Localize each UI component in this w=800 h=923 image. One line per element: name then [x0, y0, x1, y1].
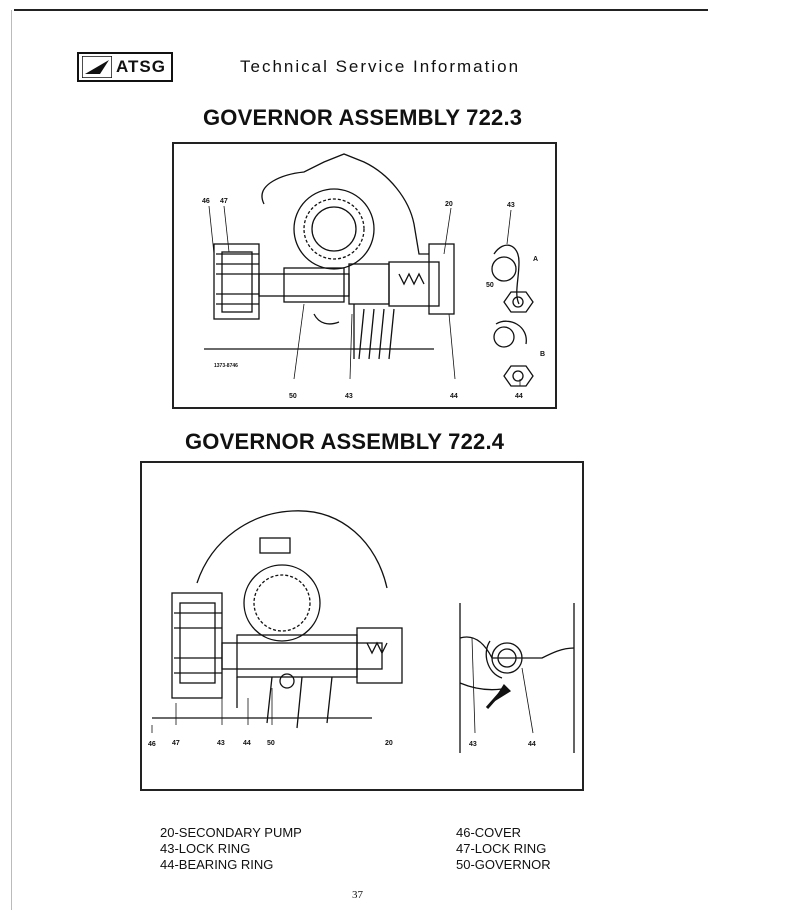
fig2-label-43: 43	[217, 740, 225, 747]
fig1-label-20: 20	[445, 201, 453, 208]
legend-item: 20-SECONDARY PUMP	[160, 825, 302, 840]
fig1-label-50: 50	[289, 393, 297, 400]
fig2-label-44-right: 44	[528, 741, 536, 748]
figure1-diagram	[172, 142, 557, 409]
legend-item: 46-COVER	[456, 825, 522, 840]
atsg-logo	[77, 52, 173, 82]
figure1-title: GOVERNOR ASSEMBLY 722.3	[203, 105, 523, 130]
fig1-label-43-top: 43	[507, 202, 515, 209]
figure2-diagram	[140, 461, 584, 791]
fig1-label-47: 47	[220, 198, 228, 205]
fig1-label-43: 43	[345, 393, 353, 400]
legend-right	[456, 825, 551, 873]
fig1-label-B: B	[540, 351, 546, 358]
fig1-label-50-side: 50	[486, 282, 494, 289]
fig2-label-43-right: 43	[469, 741, 477, 748]
fig1-label-46: 46	[202, 198, 210, 205]
left-margin-line	[11, 10, 12, 910]
fig1-label-44: 44	[450, 393, 458, 400]
legend-left	[160, 825, 302, 873]
fig2-label-50: 50	[267, 740, 275, 747]
fig2-label-20: 20	[385, 740, 393, 747]
fig1-label-44-side: 44	[515, 393, 523, 400]
legend-item: 44-BEARING RING	[160, 857, 274, 872]
fig1-label-A: A	[533, 256, 539, 263]
header-title: Technical Service Information	[240, 57, 521, 76]
logo-text: ATSG	[116, 57, 166, 76]
fig2-label-44: 44	[243, 740, 251, 747]
legend-item: 47-LOCK RING	[456, 841, 547, 856]
top-rule	[14, 9, 708, 11]
figure2-title: GOVERNOR ASSEMBLY 722.4	[185, 429, 505, 454]
legend-item: 50-GOVERNOR	[456, 857, 551, 872]
fig1-label-code: 1373-8746	[214, 363, 238, 369]
page-number: 37	[352, 889, 363, 901]
fig2-label-46: 46	[148, 741, 156, 748]
fig2-label-47: 47	[172, 740, 180, 747]
atsg-logo-mark-icon	[82, 56, 112, 78]
legend-item: 43-LOCK RING	[160, 841, 251, 856]
